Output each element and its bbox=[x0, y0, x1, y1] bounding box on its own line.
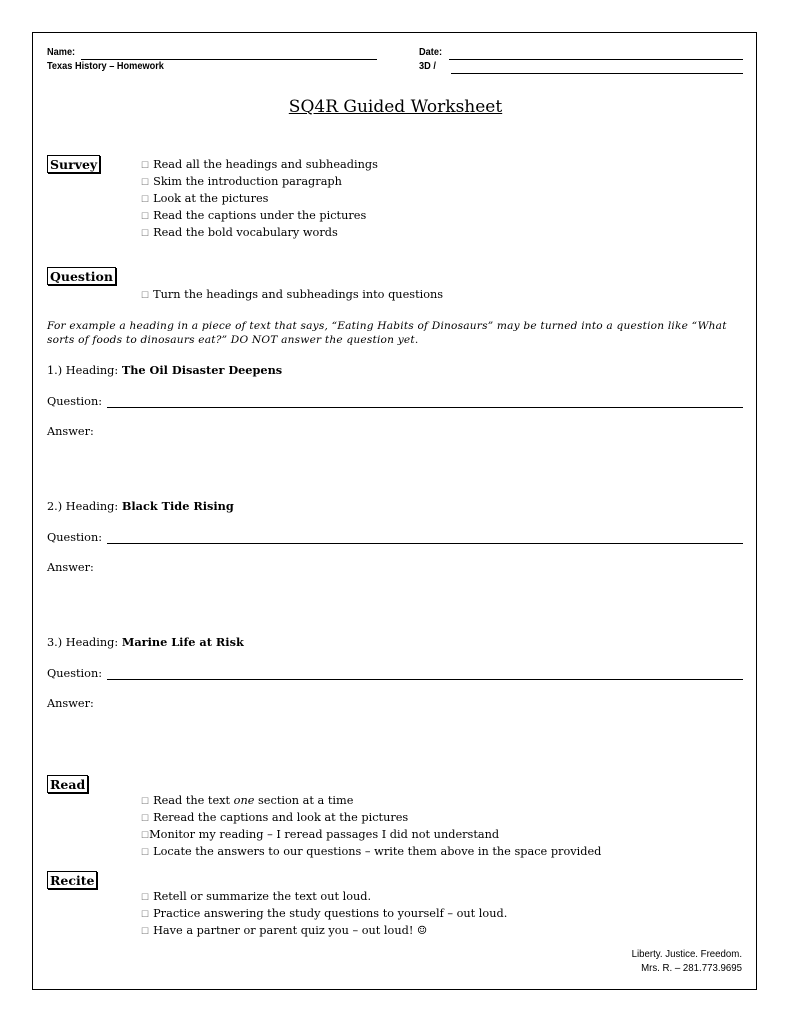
period-label: 3D / bbox=[419, 61, 436, 72]
footer bbox=[632, 947, 742, 975]
heading-1: 1.) Heading: The Oil Disaster Deepens bbox=[47, 363, 283, 377]
survey-item[interactable]: ☐ Read the bold vocabulary words bbox=[141, 226, 338, 239]
checkbox-icon: ☐ bbox=[141, 178, 150, 188]
answer-3-space[interactable] bbox=[107, 711, 743, 767]
answer-3-label: Answer: bbox=[47, 697, 94, 710]
read-item[interactable]: ☐ Reread the captions and look at the pictures bbox=[141, 811, 409, 824]
checkbox-icon: ☐ bbox=[141, 195, 150, 205]
name-label: Name: bbox=[47, 47, 76, 58]
question-item[interactable]: ☐ Turn the headings and subheadings into questions bbox=[141, 288, 444, 301]
survey-item[interactable]: ☐ Read the captions under the pictures bbox=[141, 209, 367, 222]
recite-label: Recite bbox=[47, 871, 97, 889]
date-label: Date: bbox=[419, 47, 443, 58]
question-3-line[interactable] bbox=[107, 679, 743, 680]
checkbox-icon: ☐ bbox=[141, 893, 150, 903]
recite-item[interactable]: ☐ Have a partner or parent quiz you – out loud! ☺ bbox=[141, 924, 428, 937]
recite-item[interactable]: ☐ Practice answering the study questions to yourself – out loud. bbox=[141, 907, 508, 920]
checkbox-icon: ☐ bbox=[141, 831, 150, 841]
question-1-line[interactable] bbox=[107, 407, 743, 408]
question-list bbox=[141, 287, 443, 304]
read-item[interactable]: ☐Monitor my reading – I reread passages I did not understand bbox=[141, 828, 500, 841]
answer-1-label: Answer: bbox=[47, 425, 94, 438]
heading-3: 3.) Heading: Marine Life at Risk bbox=[47, 635, 244, 649]
footer-contact: Mrs. R. – 281.773.9695 bbox=[641, 962, 742, 974]
checkbox-icon: ☐ bbox=[141, 797, 150, 807]
checkbox-icon: ☐ bbox=[141, 229, 150, 239]
answer-2-label: Answer: bbox=[47, 561, 94, 574]
recite-list bbox=[141, 889, 507, 940]
checkbox-icon: ☐ bbox=[141, 212, 150, 222]
read-item[interactable]: ☐ Read the text one section at a time bbox=[141, 794, 354, 807]
question-1-label: Question: bbox=[47, 395, 103, 408]
checkbox-icon: ☐ bbox=[141, 161, 150, 171]
question-label: Question bbox=[47, 267, 116, 285]
question-2-label: Question: bbox=[47, 531, 103, 544]
survey-item[interactable]: ☐ Read all the headings and subheadings bbox=[141, 158, 378, 171]
date-line[interactable] bbox=[449, 59, 743, 60]
recite-item[interactable]: ☐ Retell or summarize the text out loud. bbox=[141, 890, 372, 903]
worksheet-page bbox=[32, 32, 757, 990]
question-3-label: Question: bbox=[47, 667, 103, 680]
heading-2: 2.) Heading: Black Tide Rising bbox=[47, 499, 234, 513]
read-list bbox=[141, 793, 601, 861]
checkbox-icon: ☐ bbox=[141, 814, 150, 824]
answer-1-space[interactable] bbox=[107, 439, 743, 495]
class-label: Texas History – Homework bbox=[47, 61, 164, 72]
footer-motto: Liberty. Justice. Freedom. bbox=[631, 948, 742, 960]
answer-2-space[interactable] bbox=[107, 575, 743, 631]
page-title: SQ4R Guided Worksheet bbox=[288, 97, 503, 117]
name-line[interactable] bbox=[81, 59, 377, 60]
checkbox-icon: ☐ bbox=[141, 848, 150, 858]
checkbox-icon: ☐ bbox=[141, 927, 150, 937]
survey-label: Survey bbox=[47, 155, 100, 173]
checkbox-icon: ☐ bbox=[141, 910, 150, 920]
read-label: Read bbox=[47, 775, 88, 793]
question-2-line[interactable] bbox=[107, 543, 743, 544]
survey-item[interactable]: ☐ Look at the pictures bbox=[141, 192, 269, 205]
survey-list bbox=[141, 157, 378, 242]
question-example: For example a heading in a piece of text that says, “Eating Habits of Dinosaurs” may be turned into a question like “What sorts of foods to dinosaurs eat?” DO NOT answer the question yet. bbox=[47, 320, 727, 346]
checkbox-icon: ☐ bbox=[141, 291, 150, 301]
read-item[interactable]: ☐ Locate the answers to our questions – write them above in the space provided bbox=[141, 845, 602, 858]
survey-item[interactable]: ☐ Skim the introduction paragraph bbox=[141, 175, 342, 188]
period-line[interactable] bbox=[451, 73, 743, 74]
